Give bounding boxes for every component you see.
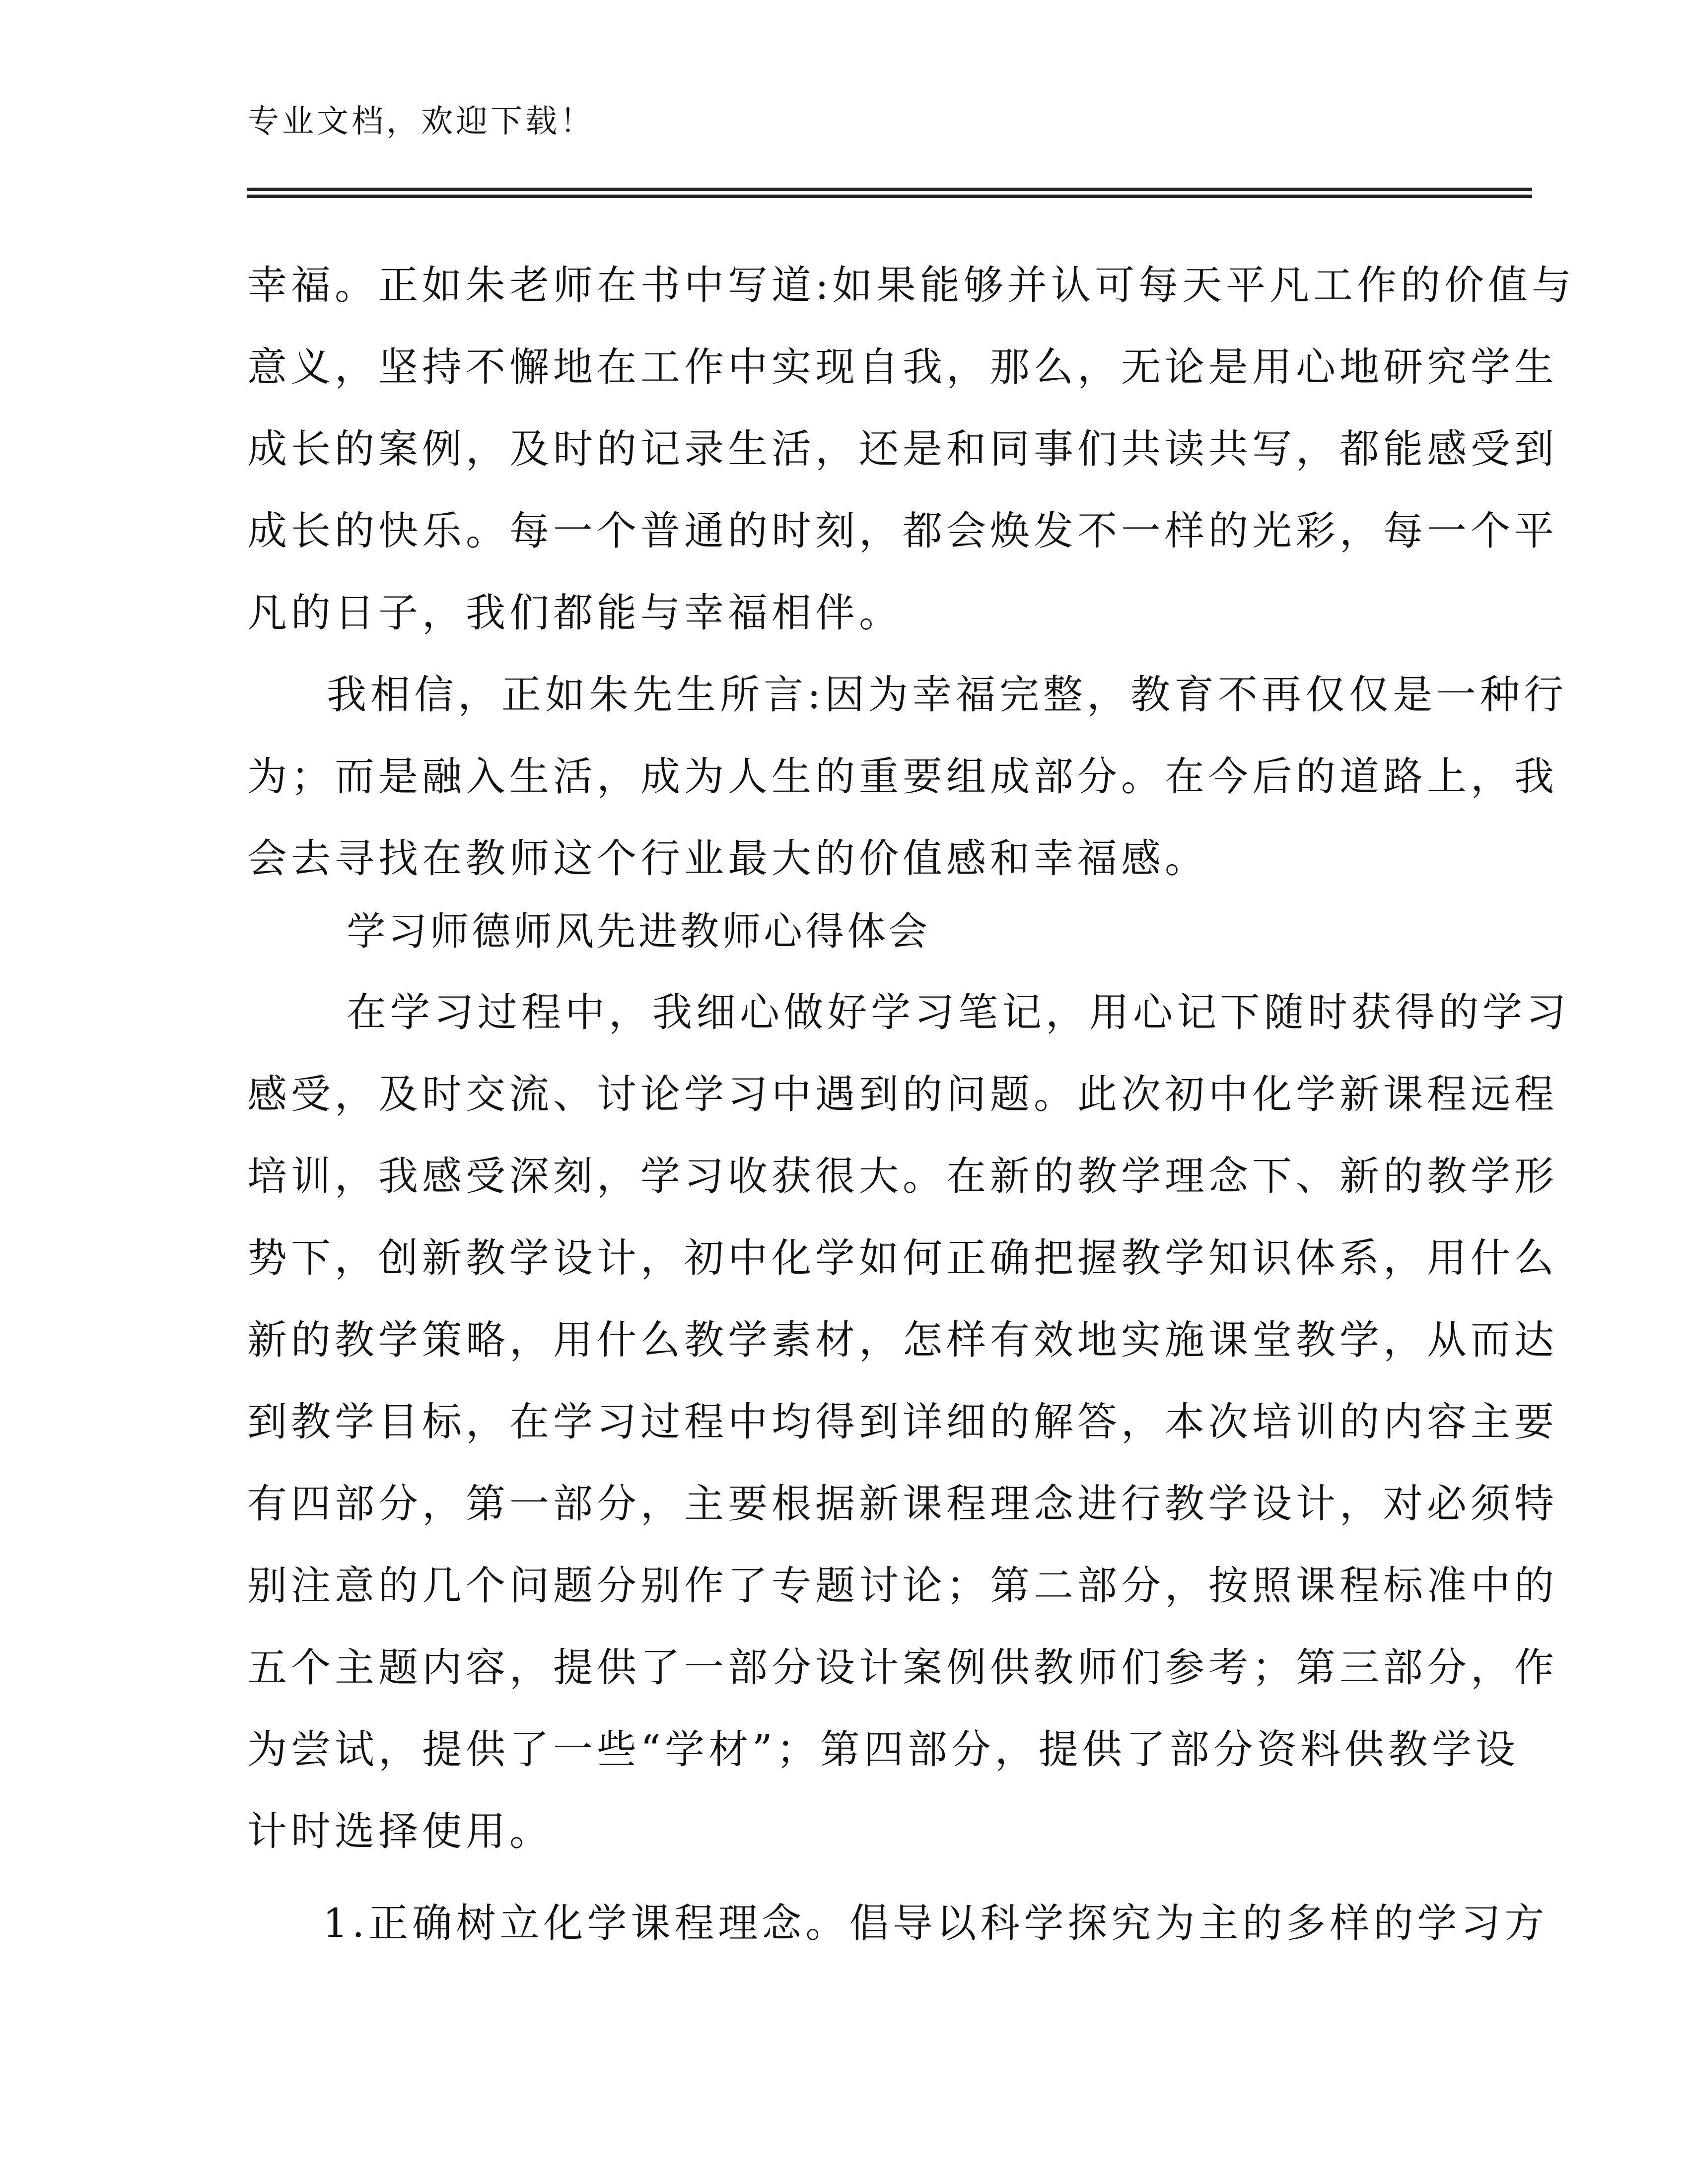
text-line: 培训，我感受深刻，学习收获很大。在新的教学理念下、新的教学形	[247, 1153, 1558, 1199]
paragraph-first-line: 在学习过程中，我细心做好学习笔记，用心记下随时获得的学习	[347, 989, 1570, 1035]
text-line: 五个主题内容，提供了一部分设计案例供教师们参考；第三部分，作	[247, 1644, 1558, 1691]
header-divider-top	[247, 188, 1532, 191]
text-line: 新的教学策略，用什么教学素材，怎样有效地实施课堂教学，从而达	[247, 1317, 1558, 1363]
text-line: 计时选择使用。	[247, 1808, 553, 1854]
text-line: 意义，坚持不懈地在工作中实现自我，那么，无论是用心地研究学生	[247, 344, 1558, 390]
text-line: 成长的案例，及时的记录生活，还是和同事们共读共写，都能感受到	[247, 426, 1558, 472]
paragraph-first-line: 我相信，正如朱先生所言:因为幸福完整，教育不再仅仅是一种行	[327, 672, 1567, 718]
section-heading: 学习师德师风先进教师心得体会	[347, 909, 931, 954]
text-line: 有四部分，第一部分，主要根据新课程理念进行教学设计，对必须特	[247, 1481, 1558, 1527]
text-line: 为；而是融入生活，成为人生的重要组成部分。在今后的道路上，我	[247, 753, 1558, 800]
text-line: 别注意的几个问题分别作了专题讨论；第二部分，按照课程标准中的	[247, 1563, 1558, 1609]
page-header: 专业文档，欢迎下载！	[247, 103, 595, 140]
text-line: 会去寻找在教师这个行业最大的价值感和幸福感。	[247, 835, 1208, 882]
text-line: 凡的日子，我们都能与幸福相伴。	[247, 590, 903, 636]
text-line: 势下，创新教学设计，初中化学如何正确把握教学知识体系，用什么	[247, 1235, 1558, 1281]
text-line: 到教学目标，在学习过程中均得到详细的解答，本次培训的内容主要	[247, 1399, 1558, 1445]
list-item-first-line: 1.正确树立化学课程理念。倡导以科学探究为主的多样的学习方	[323, 1900, 1548, 1946]
header-divider-bottom	[247, 195, 1532, 198]
text-line: 成长的快乐。每一个普通的时刻，都会焕发不一样的光彩，每一个平	[247, 508, 1558, 554]
text-line: 为尝试，提供了一些“学材”；第四部分，提供了部分资料供教学设	[247, 1726, 1519, 1773]
text-line: 幸福。正如朱老师在书中写道:如果能够并认可每天平凡工作的价值与	[247, 262, 1575, 308]
text-line: 感受，及时交流、讨论学习中遇到的问题。此次初中化学新课程远程	[247, 1071, 1558, 1117]
